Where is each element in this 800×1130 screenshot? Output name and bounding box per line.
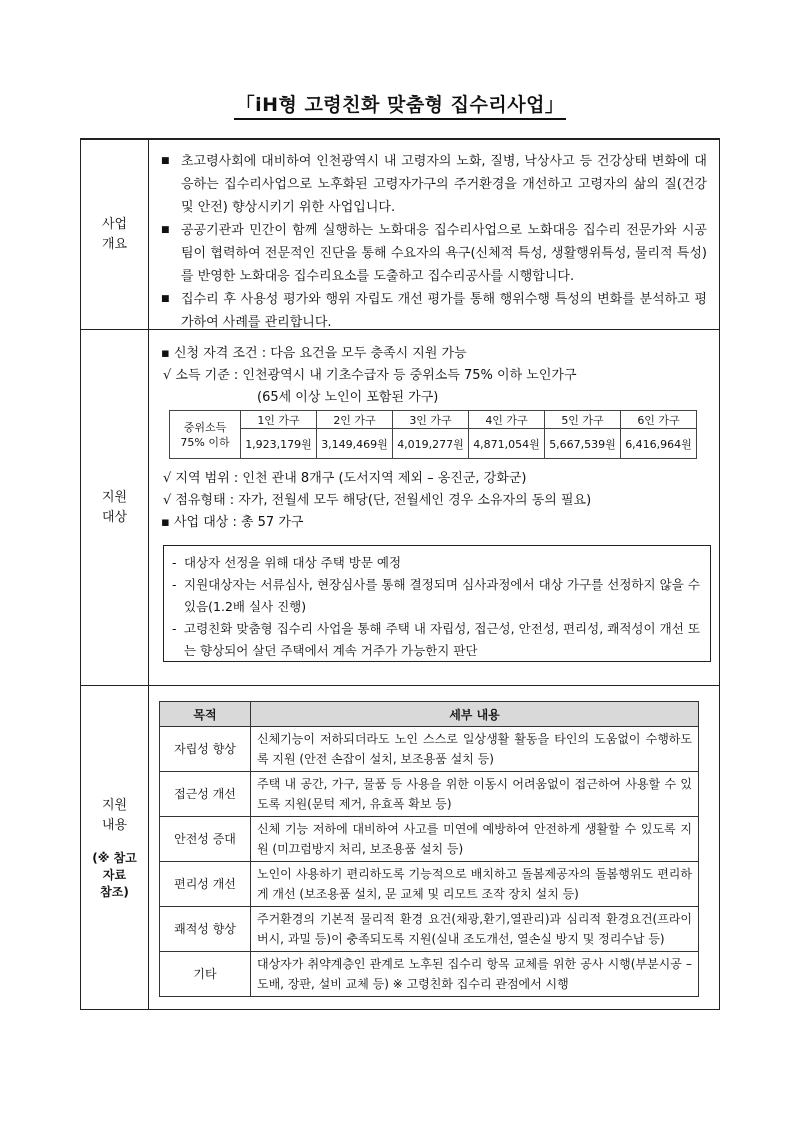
- purpose-cell: 기타: [160, 952, 251, 997]
- table-row: [160, 772, 699, 817]
- target-content: [149, 330, 719, 685]
- support-label: 지원 내용 (※ 참고 자료 참조): [81, 686, 149, 1010]
- income-row-label: 중위소득 75% 이하: [170, 411, 241, 459]
- support-row: [81, 686, 719, 1010]
- target-count-line: ▪ 사업 대상 : 총 57 가구: [161, 515, 304, 530]
- support-content: [149, 686, 719, 1010]
- income-value: 4,019,277원: [393, 429, 469, 459]
- detail-cell: 노인이 사용하기 편리하도록 기능적으로 배치하고 돌봄제공자의 돌봄행위도 편리하게 개선 (보조용품 설치, 문 교체 및 리모트 조작 장치 설치 등): [251, 862, 699, 907]
- detail-header: 세부 내용: [251, 702, 699, 727]
- region-line: √ 지역 범위 : 인천 관내 8개구 (도서지역 제외 – 옹진군, 강화군): [163, 471, 527, 486]
- table-row: [160, 862, 699, 907]
- overview-content: [149, 140, 719, 329]
- program-table: [80, 138, 720, 1010]
- square-bullet-icon: ■: [161, 225, 170, 235]
- note-item: - 대상자 선정을 위해 대상 주택 방문 예정: [172, 555, 402, 570]
- target-label: 지원 대상: [81, 330, 149, 685]
- purpose-cell: 안전성 증대: [160, 817, 251, 862]
- detail-cell: 대상자가 취약계층인 관계로 노후된 집수리 항목 교체를 위한 공사 시행(부분시공 – 도배, 장판, 설비 교체 등) ※ 고령친화 집수리 관점에서 시행: [251, 952, 699, 997]
- support-detail-table: [159, 701, 699, 997]
- income-value: 5,667,539원: [545, 429, 621, 459]
- household-header: 3인 가구: [393, 411, 469, 429]
- table-row: [160, 907, 699, 952]
- overview-bullet: ■ 집수리 후 사용성 평가와 행위 자립도 개선 평가를 통해 행위수행 특성의 변화를 분석하고 평가하여 사례를 관리합니다.: [161, 288, 707, 334]
- detail-cell: 주택 내 공간, 가구, 물품 등 사용을 위한 이동시 어려움없이 접근하여 사용할 수 있도록 지원(문턱 제거, 유효폭 확보 등): [251, 772, 699, 817]
- purpose-cell: 자립성 향상: [160, 727, 251, 772]
- overview-bullet: ■ 공공기관과 민간이 함께 실행하는 노화대응 집수리사업으로 노화대응 집수리 전문가와 시공팀이 협력하여 전문적인 진단을 통해 수요자의 욕구(신체적 특성, 생활행위특성, 물리적 특성)를 반영한 노화대응 집수리요소를 도출하고 집수리공사를 시행합니다.: [161, 219, 707, 288]
- income-note: (65세 이상 노인이 포함된 가구): [257, 390, 439, 405]
- page-title: 「iH형 고령친화 맞춤형 집수리사업」: [0, 90, 800, 117]
- note-item: - 지원대상자는 서류심사, 현장심사를 통해 결정되며 심사과정에서 대상 가구를 선정하지 않을 수 있음(1.2배 실사 진행): [172, 577, 700, 614]
- household-header: 4인 가구: [469, 411, 545, 429]
- purpose-cell: 편리성 개선: [160, 862, 251, 907]
- tenure-line: √ 점유형태 : 자가, 전월세 모두 해당(단, 전월세인 경우 소유자의 동의 필요): [163, 493, 592, 508]
- income-criteria: √ 소득 기준 : 인천광역시 내 기초수급자 등 중위소득 75% 이하 노인가구: [163, 368, 577, 383]
- overview-label: 사업 개요: [81, 140, 149, 329]
- household-header: 5인 가구: [545, 411, 621, 429]
- purpose-cell: 접근성 개선: [160, 772, 251, 817]
- square-bullet-icon: ■: [161, 156, 170, 166]
- overview-row: [81, 140, 719, 330]
- purpose-header: 목적: [160, 702, 251, 727]
- table-row: [160, 727, 699, 772]
- table-row: [160, 817, 699, 862]
- household-header: 2인 가구: [317, 411, 393, 429]
- income-table: [169, 410, 697, 459]
- table-row: [160, 952, 699, 997]
- household-header: 1인 가구: [241, 411, 317, 429]
- eligibility-line: ▪ 신청 자격 조건 : 다음 요건을 모두 충족시 지원 가능: [161, 346, 467, 361]
- note-item: - 고령친화 맞춤형 집수리 사업을 통해 주택 내 자립성, 접근성, 안전성, 편리성, 쾌적성이 개선 또는 향상되어 살던 주택에서 계속 거주가 가능한지 판단: [172, 621, 700, 658]
- household-header: 6인 가구: [621, 411, 697, 429]
- detail-cell: 신체 기능 저하에 대비하여 사고를 미연에 예방하여 안전하게 생활할 수 있도록 지원 (미끄럼방지 처리, 보조용품 설치 등): [251, 817, 699, 862]
- overview-bullet: ■ 초고령사회에 대비하여 인천광역시 내 고령자의 노화, 질병, 낙상사고 등 건강상태 변화에 대응하는 집수리사업으로 노후화된 고령자가구의 주거환경을 개선하고 고령자의 삶의 질(건강 및 안전) 향상시키기 위한 사업입니다.: [161, 150, 707, 219]
- income-value: 4,871,054원: [469, 429, 545, 459]
- income-value: 3,149,469원: [317, 429, 393, 459]
- target-row: [81, 330, 719, 686]
- income-value: 1,923,179원: [241, 429, 317, 459]
- selection-notes-box: [163, 545, 711, 662]
- detail-cell: 주거환경의 기본적 물리적 환경 요건(채광,환기,열관리)과 심리적 환경요건(프라이버시, 과밀 등)이 충족되도록 지원(실내 조도개선, 열손실 방지 및 정리수납 등): [251, 907, 699, 952]
- detail-cell: 신체기능이 저하되더라도 노인 스스로 일상생활 활동을 타인의 도움없이 수행하도록 지원 (안전 손잡이 설치, 보조용품 설치 등): [251, 727, 699, 772]
- square-bullet-icon: ■: [161, 294, 170, 304]
- purpose-cell: 쾌적성 향상: [160, 907, 251, 952]
- income-value: 6,416,964원: [621, 429, 697, 459]
